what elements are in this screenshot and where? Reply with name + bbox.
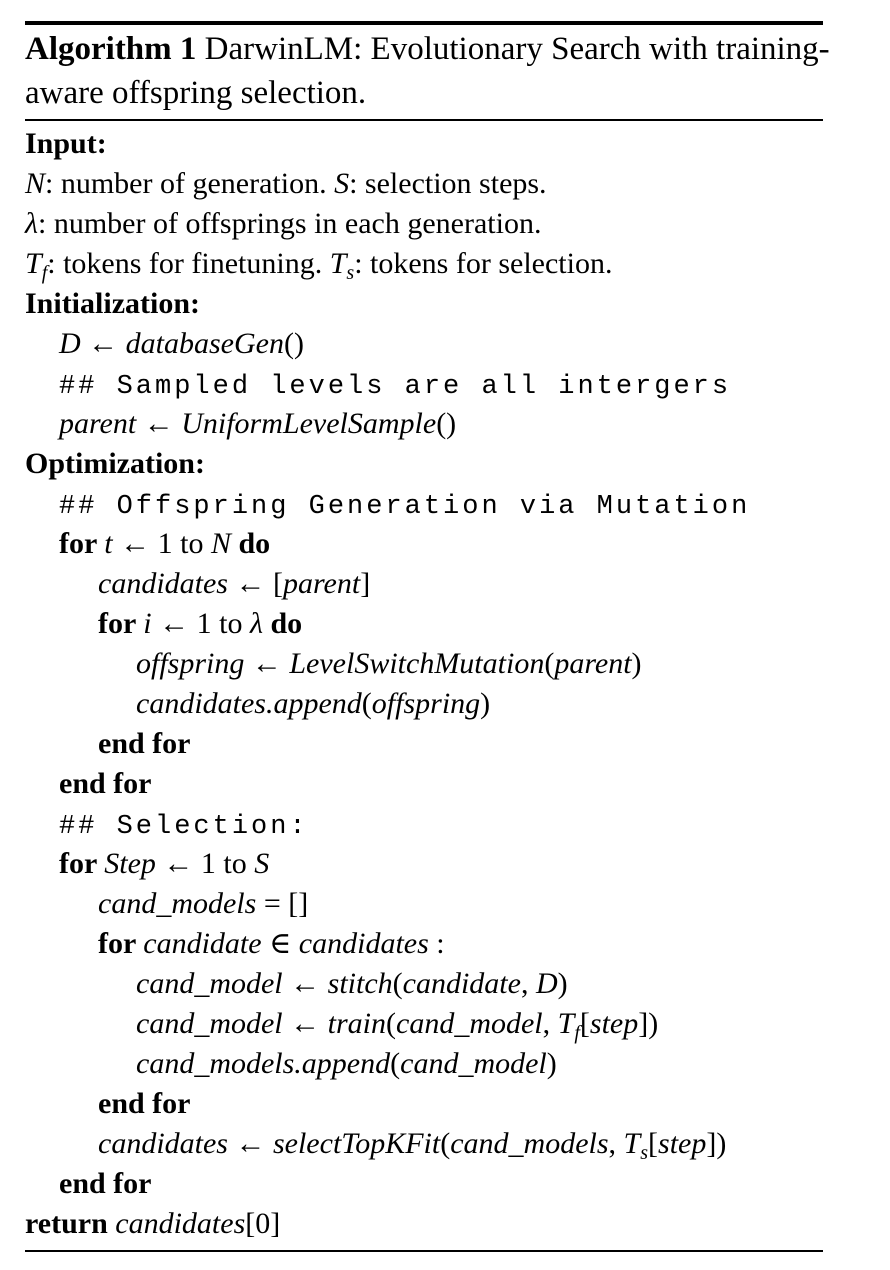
keyword: do: [270, 607, 303, 640]
keyword: end for: [59, 767, 152, 800]
algorithm-line: [25, 284, 890, 324]
text: ←: [290, 1007, 328, 1040]
math-var: N: [25, 167, 46, 200]
math-var: candidates: [98, 567, 236, 600]
algorithm-line: [25, 244, 890, 284]
math-var: cand_models: [450, 1127, 609, 1160]
algorithm-line: [25, 844, 890, 884]
text: ): [631, 647, 642, 680]
text: ): [480, 687, 491, 720]
math-var: LevelSwitchMutation: [289, 647, 545, 680]
algorithm-line: [25, 1004, 890, 1044]
keyword: return: [25, 1207, 116, 1240]
algorithm-line: [25, 1084, 890, 1124]
algorithm-line: [25, 1044, 890, 1084]
math-var: selectTopKFit: [272, 1127, 441, 1160]
math-var: T: [25, 247, 42, 280]
text: ←: [143, 407, 182, 440]
keyword: end for: [98, 727, 191, 760]
math-var: T: [623, 1127, 641, 1160]
math-var: cand_model: [400, 1047, 547, 1080]
math-var: λ: [25, 207, 38, 240]
math-var: cand_model: [136, 1007, 291, 1040]
text: ∈: [269, 927, 299, 960]
math-var: cand_model: [396, 1007, 543, 1040]
text: ]): [706, 1127, 727, 1160]
comment: ## Selection:: [59, 812, 309, 842]
math-var: step: [589, 1007, 639, 1040]
algorithm-line: [25, 524, 890, 564]
math-var: λ: [249, 607, 271, 640]
algorithm-line: [25, 1204, 890, 1244]
math-var: stitch: [327, 967, 393, 1000]
algorithm-line: [25, 1164, 890, 1204]
text: : selection steps.: [349, 167, 547, 200]
math-var: cand_model: [136, 967, 291, 1000]
keyword: do: [238, 527, 271, 560]
algorithm-title-text: DarwinLM: Evolutionary Search with training-aware offspring selection.: [25, 31, 830, 111]
subscript: f: [574, 1022, 580, 1044]
keyword: for: [59, 847, 105, 880]
text: [0]: [245, 1207, 281, 1240]
text: ← 1 to: [163, 847, 255, 880]
math-var: offspring: [136, 647, 252, 680]
text: ← 1 to: [159, 607, 250, 640]
algorithm-line: [25, 1124, 890, 1164]
algorithm-line: [25, 644, 890, 684]
math-var: parent: [282, 567, 361, 600]
algorithm-line: [25, 684, 890, 724]
keyword: for: [98, 927, 144, 960]
math-var: cand_models.append: [136, 1047, 391, 1080]
text: (: [390, 1047, 401, 1080]
keyword: end for: [98, 1087, 191, 1120]
algorithm-line: [25, 924, 890, 964]
algorithm-line: [25, 164, 890, 204]
keyword: for: [59, 527, 105, 560]
text: ): [546, 1047, 557, 1080]
math-var: D: [535, 967, 558, 1000]
algorithm-line: [25, 964, 890, 1004]
algorithm-line: [25, 324, 890, 364]
text: : tokens for selection.: [354, 247, 613, 280]
math-var: databaseGen: [125, 327, 284, 360]
algorithm-line: [25, 564, 890, 604]
text: = []: [263, 887, 309, 920]
text: ): [557, 967, 568, 1000]
math-var: candidates: [298, 927, 437, 960]
text: ←: [290, 967, 328, 1000]
algorithm-line: [25, 724, 890, 764]
subscript: f: [41, 262, 48, 284]
text: ←: [88, 327, 126, 360]
math-var: N: [210, 527, 239, 560]
math-var: D: [59, 327, 89, 360]
algorithm-line: [25, 484, 890, 524]
math-var: offspring: [371, 687, 481, 720]
algorithm-line: [25, 404, 890, 444]
bottom-rule: [25, 1250, 823, 1252]
text: (: [544, 647, 555, 680]
algorithm-line: [25, 604, 890, 644]
text: (: [386, 1007, 396, 1040]
text: ←: [251, 647, 290, 680]
math-var: UniformLevelSample: [181, 407, 437, 440]
math-var: T: [329, 247, 347, 280]
math-var: train: [327, 1007, 386, 1040]
text: (): [436, 407, 457, 440]
math-var: candidates: [98, 1127, 236, 1160]
math-var: parent: [554, 647, 632, 680]
text: : tokens for finetuning.: [47, 247, 330, 280]
math-var: candidates.append: [136, 687, 362, 720]
math-var: candidate: [402, 967, 521, 1000]
math-var: Step: [104, 847, 164, 880]
text: ]: [360, 567, 371, 600]
text: [: [579, 1007, 590, 1040]
algorithm-line: [25, 364, 890, 404]
math-var: step: [658, 1127, 707, 1160]
math-var: cand_models: [98, 887, 264, 920]
keyword: Input:: [25, 127, 107, 160]
algorithm-label: Algorithm 1: [25, 31, 197, 67]
algorithm-line: [25, 444, 890, 484]
text: (): [283, 327, 304, 360]
text: ← [: [235, 567, 283, 600]
text: : number of generation.: [45, 167, 335, 200]
text: ,: [542, 1007, 558, 1040]
algorithm-line: [25, 204, 890, 244]
text: ,: [520, 967, 536, 1000]
algorithm-line: [25, 884, 890, 924]
keyword: for: [98, 607, 144, 640]
algorithm-line: [25, 764, 890, 804]
text: (: [440, 1127, 451, 1160]
math-var: t: [104, 527, 121, 560]
text: ←: [235, 1127, 273, 1160]
algorithm-line: [25, 124, 890, 164]
comment: ## Sampled levels are all intergers: [59, 372, 732, 402]
text: ]): [638, 1007, 659, 1040]
math-var: S: [334, 167, 350, 200]
math-var: candidates: [115, 1207, 246, 1240]
keyword: end for: [59, 1167, 152, 1200]
math-var: S: [254, 847, 270, 880]
algorithm-body: [25, 121, 890, 1250]
text: [: [648, 1127, 659, 1160]
subscript: s: [640, 1142, 649, 1164]
subscript: s: [346, 262, 355, 284]
math-var: T: [557, 1007, 575, 1040]
math-var: candidate: [143, 927, 270, 960]
text: :: [436, 927, 445, 960]
text: (: [392, 967, 403, 1000]
text: (: [361, 687, 372, 720]
text: : number of offsprings in each generation.: [38, 207, 542, 240]
keyword: Initialization:: [25, 287, 201, 320]
comment: ## Offspring Generation via Mutation: [59, 492, 751, 522]
algorithm-title: [25, 25, 840, 119]
math-var: i: [143, 607, 160, 640]
text: ,: [608, 1127, 624, 1160]
math-var: parent: [59, 407, 144, 440]
text: ← 1 to: [120, 527, 211, 560]
algorithm-line: [25, 804, 890, 844]
keyword: Optimization:: [25, 447, 205, 480]
